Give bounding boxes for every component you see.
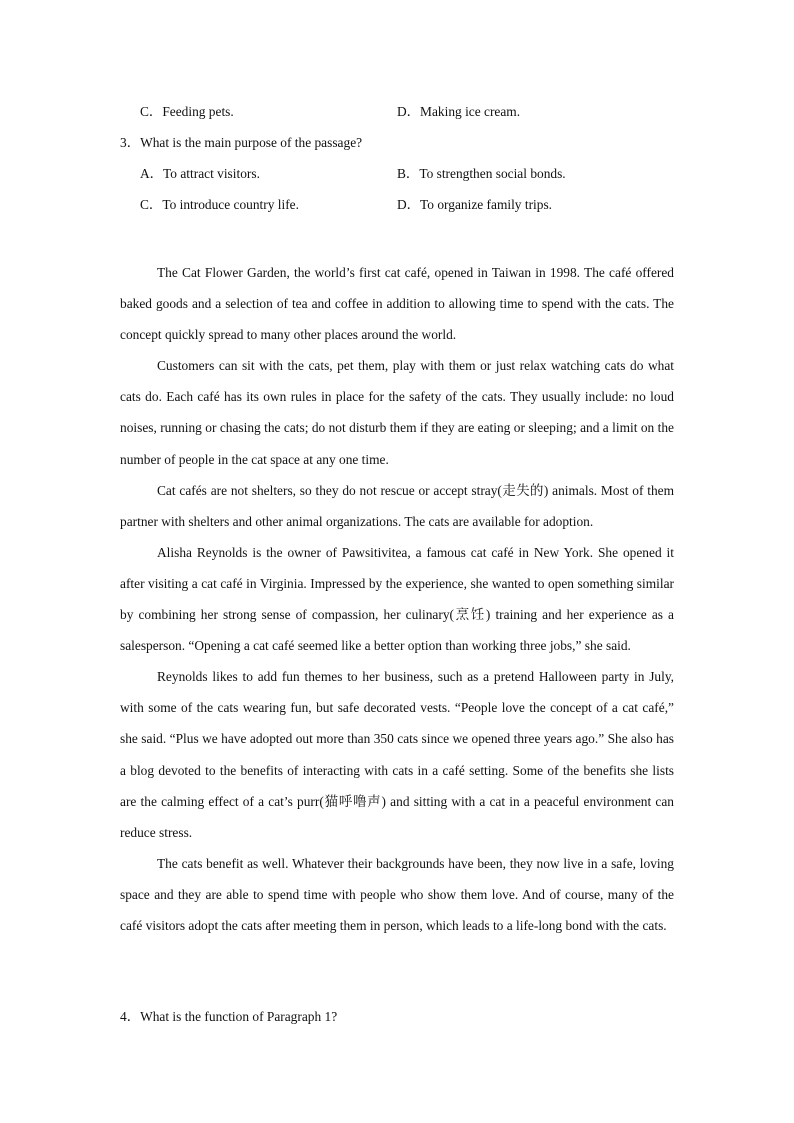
q3-option-c[interactable]: C．To introduce country life.: [140, 197, 299, 212]
q3-option-d[interactable]: D．To organize family trips.: [397, 197, 553, 212]
q3-options-row-ab: [0, 163, 794, 185]
passage-paragraph-2: Customers can sit with the cats, pet them, play with them or just relax watching cats do what cats do. Each café has its own rules in place for the safety of the cats. They usually include: no loud noises, running or chasing the cats; do not disturb them if they are eating or sleeping; and a limit on the number of people in the cat space at any one time.: [120, 358, 674, 467]
passage-paragraph-6: The cats benefit as well. Whatever their backgrounds have been, they now live in a safe, loving space and they are able to spend time with people who show them love. And of course, many of the café visitors adopt the cats after meeting them in person, which leads to a life-long bond with the cats.: [120, 855, 674, 933]
q3-option-a[interactable]: A．To attract visitors.: [140, 166, 260, 181]
q3-stem: 3．What is the main purpose of the passage?: [120, 135, 363, 150]
q2-option-c[interactable]: C．Feeding pets.: [140, 104, 234, 119]
passage-paragraph-3: Cat cafés are not shelters, so they do not rescue or accept stray(走失的) animals. Most of them partner with shelters and other animal organizations. The cats are available for adoption.: [120, 482, 674, 529]
reading-passage: [120, 257, 674, 941]
q4-stem: 4．What is the function of Paragraph 1?: [120, 1009, 338, 1024]
passage-paragraph-5: Reynolds likes to add fun themes to her business, such as a pretend Halloween party in July, with some of the cats wearing fun, but safe decorated vests. “People love the concept of a cat café,” she said. “Plus we have adopted out more than 350 cats since we opened three years ago.” She also has a blog devoted to the benefits of interacting with cats in a café setting. Some of the benefits she lists are the calming effect of a cat’s purr(猫呼噜声) and sitting with a cat in a peaceful environment can reduce stress.: [120, 669, 674, 840]
q3-options-row-cd: [0, 194, 794, 216]
passage-paragraph-4: Alisha Reynolds is the owner of Pawsitivitea, a famous cat café in New York. She opened it after visiting a cat café in Virginia. Impressed by the experience, she wanted to open something similar by combining her strong sense of compassion, her culinary(烹饪) training and her experience as a salesperson. “Opening a cat café seemed like a better option than working three jobs,” she said.: [120, 544, 674, 654]
q2-option-d[interactable]: D．Making ice cream.: [397, 104, 521, 119]
passage-paragraph-1: The Cat Flower Garden, the world’s first cat café, opened in Taiwan in 1998. The café offered baked goods and a selection of tea and coffee in addition to allowing time to spend with the cats. The concept quickly spread to many other places around the world.: [120, 265, 674, 343]
q2-options-row-cd: [0, 101, 794, 123]
q3-option-b[interactable]: B．To strengthen social bonds.: [397, 166, 566, 181]
